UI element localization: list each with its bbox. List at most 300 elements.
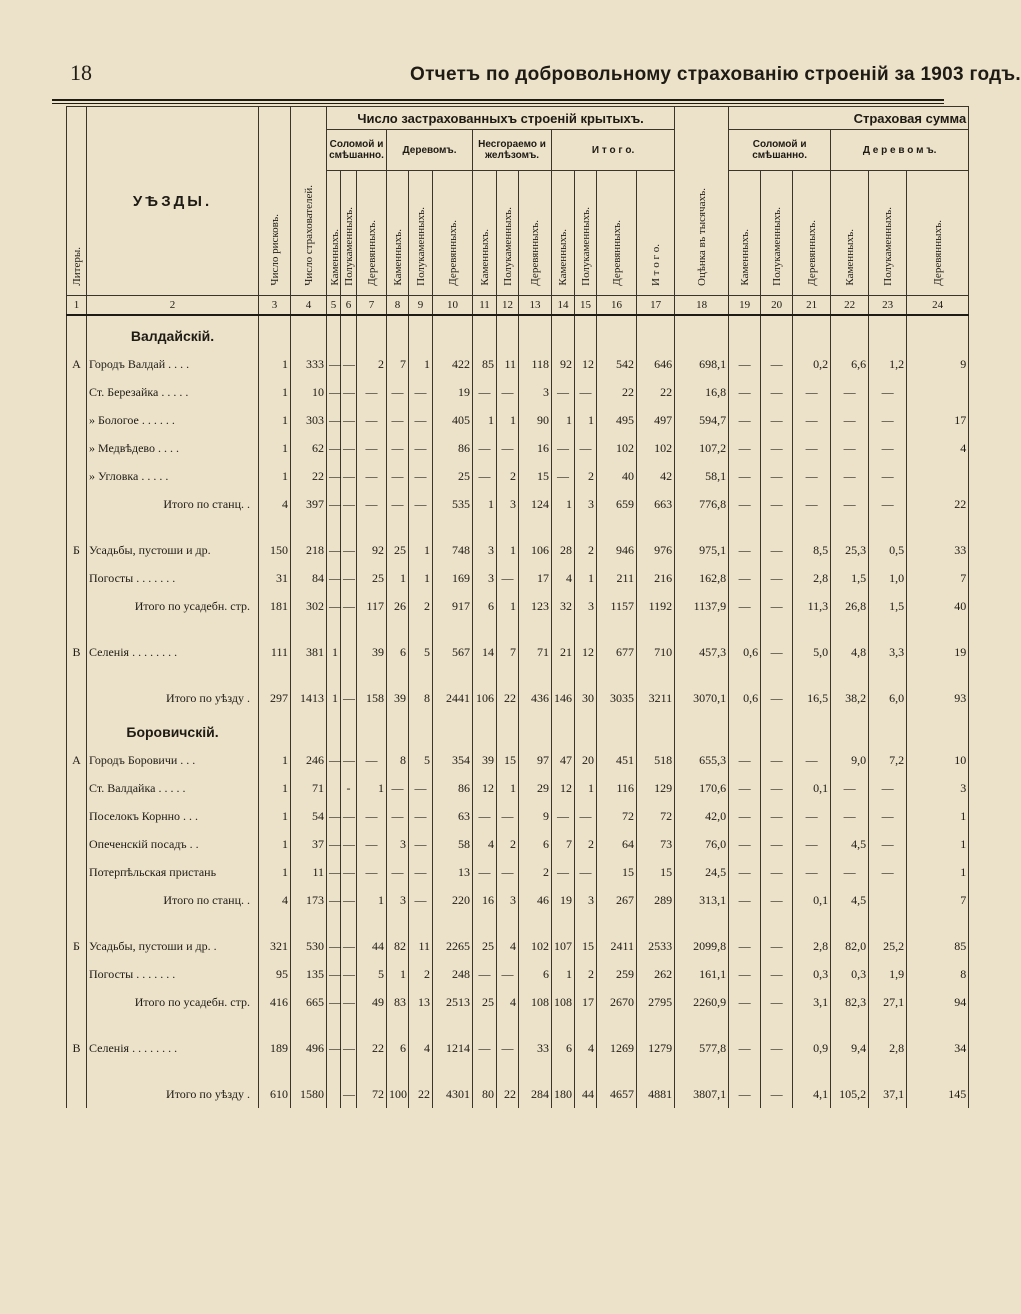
- cell-value: 95: [259, 960, 291, 988]
- cell-value: 86: [433, 434, 473, 462]
- row-label: » Медвѣдево . . . .: [87, 434, 259, 462]
- cell-value: 1: [497, 592, 519, 620]
- row-label: Городъ Валдай . . . .: [87, 350, 259, 378]
- cell-value: 42: [637, 462, 675, 490]
- cell-value: -: [341, 774, 357, 802]
- header-riskov: Число рисковъ.: [259, 107, 291, 296]
- cell-value: —: [869, 378, 907, 406]
- row-letter: [67, 378, 87, 406]
- cell-value: 62: [291, 434, 327, 462]
- cell-value: 1: [259, 434, 291, 462]
- header-litery: Литеры.: [67, 107, 87, 296]
- cell-value: 71: [291, 774, 327, 802]
- cell-value: 169: [433, 564, 473, 592]
- cell-value: 1: [409, 564, 433, 592]
- cell-value: 146: [552, 684, 575, 712]
- cell-value: 4: [497, 932, 519, 960]
- cell-value: —: [409, 406, 433, 434]
- cell-value: 302: [291, 592, 327, 620]
- cell-value: 354: [433, 746, 473, 774]
- cell-value: 150: [259, 536, 291, 564]
- cell-value: 497: [637, 406, 675, 434]
- row-letter: [67, 988, 87, 1016]
- cell-value: —: [473, 1034, 497, 1062]
- cell-value: 20: [575, 746, 597, 774]
- cell-value: 405: [433, 406, 473, 434]
- cell-value: —: [793, 746, 831, 774]
- cell-value: —: [473, 378, 497, 406]
- row-letter: [67, 774, 87, 802]
- cell-value: 42,0: [675, 802, 729, 830]
- cell-value: —: [327, 406, 341, 434]
- cell-value: —: [357, 378, 387, 406]
- cell-value: —: [793, 858, 831, 886]
- cell-value: —: [831, 378, 869, 406]
- cell-value: 106: [519, 536, 552, 564]
- cell-value: 4301: [433, 1080, 473, 1108]
- cell-value: 6: [519, 960, 552, 988]
- cell-value: 25: [357, 564, 387, 592]
- cell-value: —: [341, 988, 357, 1016]
- table-row: [67, 434, 969, 462]
- cell-value: 4: [259, 886, 291, 914]
- cell-value: 518: [637, 746, 675, 774]
- cell-value: 2: [575, 536, 597, 564]
- row-letter: Б: [67, 932, 87, 960]
- cell-value: 416: [259, 988, 291, 1016]
- header-group-sum: Страховая сумма: [729, 107, 969, 130]
- header-kamennykh: Каменныхъ.: [729, 171, 761, 296]
- cell-value: 1: [327, 684, 341, 712]
- cell-value: 33: [519, 1034, 552, 1062]
- table-row: [67, 350, 969, 378]
- cell-value: 577,8: [675, 1034, 729, 1062]
- cell-value: 11: [291, 858, 327, 886]
- page-number: 18: [70, 60, 92, 85]
- cell-value: 16,5: [793, 684, 831, 712]
- header-polukamennykh: Полукаменныхъ.: [409, 171, 433, 296]
- cell-value: 2411: [597, 932, 637, 960]
- cell-value: 1157: [597, 592, 637, 620]
- cell-value: 2533: [637, 932, 675, 960]
- cell-value: —: [761, 638, 793, 666]
- cell-value: 85: [907, 932, 969, 960]
- cell-value: 100: [387, 1080, 409, 1108]
- cell-value: —: [729, 350, 761, 378]
- header-kamennykh: Каменныхъ.: [387, 171, 409, 296]
- header-kamennykh: Каменныхъ.: [473, 171, 497, 296]
- cell-value: 976: [637, 536, 675, 564]
- cell-value: 397: [291, 490, 327, 518]
- cell-value: 8: [409, 684, 433, 712]
- section-title: Валдайскій.: [87, 315, 259, 350]
- cell-value: 5,0: [793, 638, 831, 666]
- cell-value: 1: [497, 406, 519, 434]
- cell-value: 117: [357, 592, 387, 620]
- cell-value: 71: [519, 638, 552, 666]
- cell-value: 44: [357, 932, 387, 960]
- cell-value: —: [341, 350, 357, 378]
- column-number: 15: [575, 296, 597, 316]
- cell-value: 246: [291, 746, 327, 774]
- cell-value: —: [327, 932, 341, 960]
- cell-value: [327, 1080, 341, 1108]
- cell-value: —: [761, 830, 793, 858]
- header-itogo: И т о г о.: [637, 171, 675, 296]
- cell-value: 2: [575, 830, 597, 858]
- cell-value: 2: [519, 858, 552, 886]
- cell-value: —: [409, 462, 433, 490]
- cell-value: 4: [497, 988, 519, 1016]
- cell-value: 776,8: [675, 490, 729, 518]
- cell-value: 135: [291, 960, 327, 988]
- row-label: Усадьбы, пустоши и др. .: [87, 932, 259, 960]
- cell-value: 5: [409, 638, 433, 666]
- cell-value: 72: [357, 1080, 387, 1108]
- cell-value: —: [387, 434, 409, 462]
- cell-value: —: [341, 746, 357, 774]
- cell-value: 0,3: [793, 960, 831, 988]
- cell-value: 170,6: [675, 774, 729, 802]
- row-label: Городъ Боровичи . . .: [87, 746, 259, 774]
- cell-value: 1: [473, 490, 497, 518]
- cell-value: —: [729, 564, 761, 592]
- cell-value: 2441: [433, 684, 473, 712]
- cell-value: —: [341, 462, 357, 490]
- column-number: 5: [327, 296, 341, 316]
- cell-value: —: [327, 564, 341, 592]
- column-number: 4: [291, 296, 327, 316]
- cell-value: —: [793, 490, 831, 518]
- cell-value: 1: [259, 774, 291, 802]
- column-number: 7: [357, 296, 387, 316]
- cell-value: —: [409, 434, 433, 462]
- cell-value: —: [497, 858, 519, 886]
- cell-value: 7: [907, 886, 969, 914]
- header-derevyannykh: Деревянныхъ.: [793, 171, 831, 296]
- cell-value: 220: [433, 886, 473, 914]
- column-number: 24: [907, 296, 969, 316]
- cell-value: 40: [597, 462, 637, 490]
- cell-value: 1,9: [869, 960, 907, 988]
- cell-value: —: [761, 684, 793, 712]
- cell-value: 4: [259, 490, 291, 518]
- cell-value: 6: [473, 592, 497, 620]
- cell-value: [869, 886, 907, 914]
- cell-value: 15: [497, 746, 519, 774]
- header-itogo-group: И т о г о.: [552, 130, 675, 171]
- header-kamennykh: Каменныхъ.: [327, 171, 341, 296]
- cell-value: —: [729, 988, 761, 1016]
- cell-value: 496: [291, 1034, 327, 1062]
- column-number: 23: [869, 296, 907, 316]
- cell-value: 3807,1: [675, 1080, 729, 1108]
- cell-value: —: [831, 434, 869, 462]
- cell-value: 22: [291, 462, 327, 490]
- table-row: [67, 830, 969, 858]
- cell-value: —: [341, 406, 357, 434]
- cell-value: —: [761, 350, 793, 378]
- cell-value: 1279: [637, 1034, 675, 1062]
- table-row: [67, 774, 969, 802]
- cell-value: 27,1: [869, 988, 907, 1016]
- cell-value: 1,0: [869, 564, 907, 592]
- cell-value: 9: [907, 350, 969, 378]
- cell-value: —: [761, 564, 793, 592]
- cell-value: 665: [291, 988, 327, 1016]
- section-title: Боровичскій.: [87, 712, 259, 746]
- cell-value: 58: [433, 830, 473, 858]
- row-label: » Угловка . . . . .: [87, 462, 259, 490]
- spacer-row: [67, 518, 969, 536]
- row-letter: [67, 830, 87, 858]
- cell-value: 92: [357, 536, 387, 564]
- cell-value: —: [357, 858, 387, 886]
- cell-value: 262: [637, 960, 675, 988]
- cell-value: —: [357, 830, 387, 858]
- cell-value: 22: [497, 1080, 519, 1108]
- total-row: [67, 684, 969, 712]
- cell-value: —: [831, 858, 869, 886]
- cell-value: —: [869, 406, 907, 434]
- total-row: [67, 988, 969, 1016]
- cell-value: 106: [473, 684, 497, 712]
- cell-value: 6: [519, 830, 552, 858]
- cell-value: —: [761, 1080, 793, 1108]
- header-solomoy: Соломой и смѣшанно.: [327, 130, 387, 171]
- cell-value: 1: [473, 406, 497, 434]
- cell-value: —: [473, 802, 497, 830]
- cell-value: 33: [907, 536, 969, 564]
- cell-value: —: [729, 886, 761, 914]
- row-label: Итого по станц. .: [87, 886, 259, 914]
- cell-value: —: [409, 802, 433, 830]
- cell-value: 11: [409, 932, 433, 960]
- cell-value: —: [761, 462, 793, 490]
- cell-value: 15: [597, 858, 637, 886]
- cell-value: 1: [357, 886, 387, 914]
- cell-value: 108: [519, 988, 552, 1016]
- cell-value: 211: [597, 564, 637, 592]
- cell-value: 1: [575, 774, 597, 802]
- cell-value: 97: [519, 746, 552, 774]
- cell-value: 37,1: [869, 1080, 907, 1108]
- cell-value: —: [729, 774, 761, 802]
- cell-value: —: [869, 462, 907, 490]
- cell-value: 25: [473, 932, 497, 960]
- cell-value: 17: [907, 406, 969, 434]
- cell-value: 6: [387, 638, 409, 666]
- cell-value: 0,1: [793, 774, 831, 802]
- cell-value: 333: [291, 350, 327, 378]
- header-polukamennykh: Полукаменныхъ.: [341, 171, 357, 296]
- row-letter: [67, 1080, 87, 1108]
- cell-value: 21: [552, 638, 575, 666]
- cell-value: —: [409, 830, 433, 858]
- cell-value: 659: [597, 490, 637, 518]
- table-row: [67, 378, 969, 406]
- column-number: 22: [831, 296, 869, 316]
- cell-value: 0,2: [793, 350, 831, 378]
- cell-value: 8,5: [793, 536, 831, 564]
- header-derevyannykh: Деревянныхъ.: [519, 171, 552, 296]
- row-letter: [67, 462, 87, 490]
- cell-value: 297: [259, 684, 291, 712]
- row-label: Ст. Валдайка . . . . .: [87, 774, 259, 802]
- cell-value: 180: [552, 1080, 575, 1108]
- cell-value: —: [831, 802, 869, 830]
- cell-value: —: [341, 886, 357, 914]
- header-kamennykh: Каменныхъ.: [552, 171, 575, 296]
- cell-value: 1: [327, 638, 341, 666]
- table-row: [67, 638, 969, 666]
- cell-value: —: [341, 564, 357, 592]
- column-number: 20: [761, 296, 793, 316]
- column-number: 21: [793, 296, 831, 316]
- cell-value: 917: [433, 592, 473, 620]
- cell-value: —: [327, 1034, 341, 1062]
- header-derevom: Деревомъ.: [387, 130, 473, 171]
- cell-value: 116: [597, 774, 637, 802]
- cell-value: —: [327, 378, 341, 406]
- cell-value: —: [327, 886, 341, 914]
- cell-value: —: [869, 490, 907, 518]
- cell-value: 2670: [597, 988, 637, 1016]
- cell-value: 107,2: [675, 434, 729, 462]
- row-label: Погосты . . . . . . .: [87, 960, 259, 988]
- cell-value: 2: [575, 462, 597, 490]
- cell-value: 0,6: [729, 638, 761, 666]
- header-rule-thin: [52, 103, 944, 104]
- cell-value: —: [327, 802, 341, 830]
- cell-value: 2513: [433, 988, 473, 1016]
- cell-value: —: [473, 462, 497, 490]
- cell-value: 1: [387, 960, 409, 988]
- cell-value: 610: [259, 1080, 291, 1108]
- cell-value: —: [357, 462, 387, 490]
- cell-value: 189: [259, 1034, 291, 1062]
- cell-value: 12: [575, 638, 597, 666]
- row-label: Селенія . . . . . . . .: [87, 638, 259, 666]
- cell-value: 158: [357, 684, 387, 712]
- cell-value: —: [387, 858, 409, 886]
- cell-value: 118: [519, 350, 552, 378]
- cell-value: —: [793, 434, 831, 462]
- table-row: [67, 932, 969, 960]
- cell-value: —: [552, 858, 575, 886]
- cell-value: —: [341, 434, 357, 462]
- cell-value: 12: [575, 350, 597, 378]
- cell-value: 22: [597, 378, 637, 406]
- cell-value: 124: [519, 490, 552, 518]
- cell-value: —: [729, 462, 761, 490]
- row-letter: В: [67, 1034, 87, 1062]
- cell-value: 19: [433, 378, 473, 406]
- cell-value: —: [761, 434, 793, 462]
- cell-value: 9: [519, 802, 552, 830]
- cell-value: 1: [907, 830, 969, 858]
- cell-value: 5: [409, 746, 433, 774]
- cell-value: —: [341, 592, 357, 620]
- cell-value: —: [729, 378, 761, 406]
- cell-value: 2,8: [793, 932, 831, 960]
- cell-value: 655,3: [675, 746, 729, 774]
- table-row: [67, 462, 969, 490]
- cell-value: 123: [519, 592, 552, 620]
- header-group-count: Число застрахованныхъ строеній крытыхъ.: [327, 107, 675, 130]
- header-nesgoraemo: Несгораемо и желѣзомъ.: [473, 130, 552, 171]
- cell-value: 22: [637, 378, 675, 406]
- cell-value: —: [729, 592, 761, 620]
- cell-value: —: [341, 830, 357, 858]
- cell-value: 1: [409, 350, 433, 378]
- table-row: [67, 746, 969, 774]
- section-heading-row: [67, 712, 969, 746]
- row-letter: [67, 592, 87, 620]
- cell-value: 2: [409, 592, 433, 620]
- cell-value: 25: [387, 536, 409, 564]
- cell-value: 15: [637, 858, 675, 886]
- cell-value: 1: [409, 536, 433, 564]
- cell-value: 16,8: [675, 378, 729, 406]
- cell-value: 129: [637, 774, 675, 802]
- cell-value: 49: [357, 988, 387, 1016]
- column-numbers-row: [67, 296, 969, 316]
- cell-value: —: [793, 378, 831, 406]
- cell-value: 6: [387, 1034, 409, 1062]
- header-derevyannykh: Деревянныхъ.: [433, 171, 473, 296]
- cell-value: 92: [552, 350, 575, 378]
- cell-value: 90: [519, 406, 552, 434]
- cell-value: —: [869, 830, 907, 858]
- cell-value: 38,2: [831, 684, 869, 712]
- cell-value: 37: [291, 830, 327, 858]
- cell-value: 22: [497, 684, 519, 712]
- column-number: 1: [67, 296, 87, 316]
- cell-value: 1: [259, 830, 291, 858]
- row-letter: [67, 886, 87, 914]
- cell-value: 4657: [597, 1080, 637, 1108]
- cell-value: 84: [291, 564, 327, 592]
- cell-value: 93: [907, 684, 969, 712]
- cell-value: 535: [433, 490, 473, 518]
- header-derevom-sum: Д е р е в о м ъ.: [831, 130, 969, 171]
- cell-value: 28: [552, 536, 575, 564]
- cell-value: 12: [473, 774, 497, 802]
- cell-value: 4881: [637, 1080, 675, 1108]
- cell-value: 15: [519, 462, 552, 490]
- header-otsenka: Оцѣнка въ тысячахъ.: [675, 107, 729, 296]
- cell-value: —: [831, 490, 869, 518]
- statistics-table: [66, 106, 969, 1108]
- cell-value: 173: [291, 886, 327, 914]
- cell-value: 7: [552, 830, 575, 858]
- cell-value: 1137,9: [675, 592, 729, 620]
- cell-value: —: [575, 378, 597, 406]
- cell-value: 162,8: [675, 564, 729, 592]
- cell-value: 181: [259, 592, 291, 620]
- cell-value: 1: [552, 406, 575, 434]
- cell-value: —: [341, 932, 357, 960]
- cell-value: 284: [519, 1080, 552, 1108]
- cell-value: 1: [259, 378, 291, 406]
- cell-value: 2: [497, 830, 519, 858]
- cell-value: 3070,1: [675, 684, 729, 712]
- cell-value: 9,4: [831, 1034, 869, 1062]
- cell-value: —: [575, 802, 597, 830]
- cell-value: 3: [497, 490, 519, 518]
- cell-value: 594,7: [675, 406, 729, 434]
